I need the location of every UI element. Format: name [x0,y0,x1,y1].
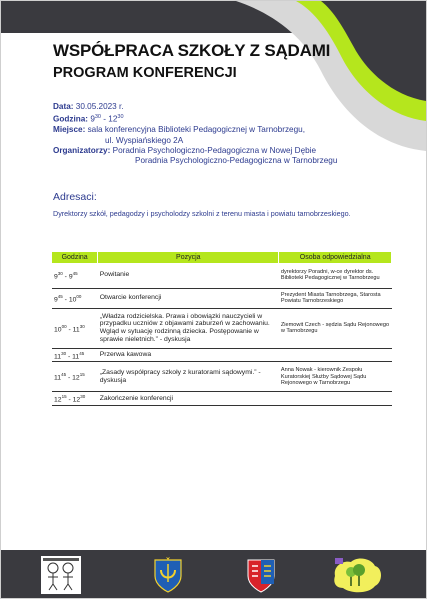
row-time: $10^{00} - 11^{30}$ [52,308,98,348]
table-row [52,392,392,406]
row-person [279,392,392,406]
organizers-row-2 [53,156,337,166]
date-label: Data: [53,102,74,111]
place-row [53,125,337,135]
row-topic: Otwarcie konferencji [98,288,279,308]
row-topic: „Zasady współpracy szkoły z kuratorami sądowymi.” - dyskusja [98,362,279,392]
row-time: $9^{30} - 9^{45}$ [52,263,98,288]
organizers-row [53,146,337,156]
organizer-2: Poradnia Psychologiczno-Pedagogiczna w Tarnobrzegu [135,156,338,166]
row-time: $11^{30} - 11^{45}$ [52,348,98,362]
column-header-time: Godzina [52,252,98,263]
poradnia-tree-logo-icon [331,556,383,594]
powiat-coat-of-arms-icon [246,556,276,594]
addressees-title: Adresaci: [53,191,97,203]
organizer-1: Poradnia Psychologiczno-Pedagogiczna w Nowej Dębie [110,145,317,155]
addressees-text: Dyrektorzy szkół, pedagodzy i psycholodzy szkolni z terenu miasta i powiatu tarnobrzeskiego. [53,209,351,218]
conference-info [53,102,337,167]
date-value: 30.05.2023 r. [73,102,124,111]
row-time: $11^{45} - 12^{15}$ [52,362,98,392]
table-row [52,362,392,392]
row-topic: Zakończenie konferencji [98,392,279,406]
place-label: Miejsce: [53,125,86,135]
row-person: Ziemowit Czech - sędzia Sądu Rejonowego w Tarnobrzegu [279,308,392,348]
page-title: WSPÓŁPRACA SZKOŁY Z SĄDAMI [53,41,331,60]
column-header-person: Osoba odpowiedzialna [279,252,392,263]
place-value: sala konferencyjna Biblioteki Pedagogicznej w Tarnobrzegu, [85,125,305,135]
time-row [53,112,337,125]
row-topic: „Władza rodzicielska. Prawa i obowiązki nauczycieli w przypadku uczniów z objawami zaburzeń w zachowaniu. Wgląd w sytuację rodzinną dziecka. Postępowanie w sprawie nieletnich.” - dyskusja [98,308,279,348]
row-time: $9^{45} - 10^{00}$ [52,288,98,308]
row-topic: Powitanie [98,263,279,288]
row-person: dyrektorzy Poradni, w-ce dyrektor ds. Biblioteki Pedagogicznej w Tarnobrzegu [279,263,392,288]
row-person: Anna Nowak - kierownik Zespołu Kuratorskiej Służby Sądowej Sądu Rejonowego w Tarnobrzegu [279,362,392,392]
column-header-topic: Pozycja [98,252,279,263]
time-start: 9 [90,115,95,125]
organizers-label: Organizatorzy: [53,145,111,155]
time-end: - 12 [101,115,118,125]
time-end-minutes: 30 [117,114,124,121]
table-row [52,348,392,362]
table-row [52,308,392,348]
poradnia-children-logo-icon [41,556,81,594]
place-address: ul. Wyspiańskiego 2A [105,135,184,145]
row-person [279,348,392,362]
row-time: $12^{15} - 12^{30}$ [52,392,98,406]
schedule-table [52,252,392,406]
page-subtitle: PROGRAM KONFERENCJI [53,65,237,81]
row-person: Prezydent Miasta Tarnobrzega, Starosta Powiatu Tarnobrzeskiego [279,288,392,308]
date-row [53,102,337,112]
table-row [52,263,392,288]
row-topic: Przerwa kawowa [98,348,279,362]
time-label: Godzina: [53,115,89,125]
place-row-2 [53,136,337,146]
schedule-header-row [52,252,392,263]
time-start-minutes: 30 [94,114,101,121]
table-row [52,288,392,308]
tarnobrzeg-coat-of-arms-icon [153,556,183,594]
